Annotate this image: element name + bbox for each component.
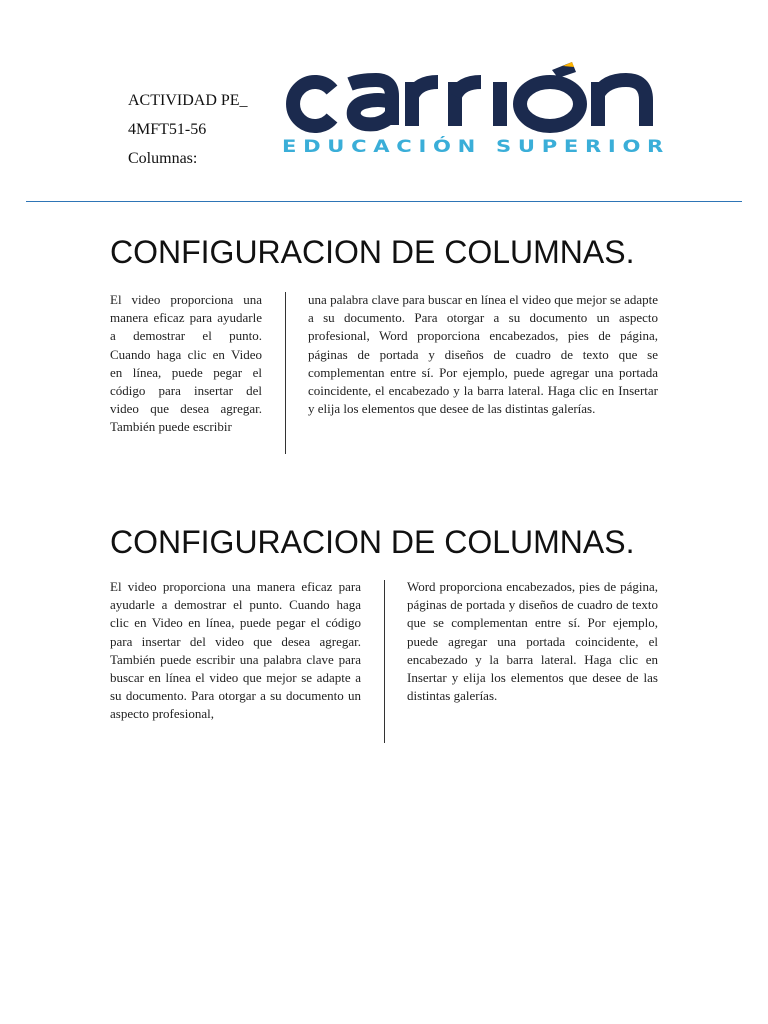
header-rule [26, 201, 742, 202]
activity-code-line: ACTIVIDAD PE_ [128, 92, 248, 109]
section-2-column-1: El video proporciona una manera eficaz para ayudarle a demostrar el punto. Cuando haga clic en Video en línea, puede pegar el código para insertar del video que desea agregar. También puede escribir una palabra clave para buscar en línea el video que mejor se adapte a su documento. Para otorgar a su documento un aspecto profesional, [110, 579, 361, 722]
section-1-column-divider [285, 292, 286, 454]
section-1-column-1: El video proporciona una manera eficaz para ayudarle a demostrar el punto. Cuando haga clic en Video en línea, puede pegar el código para insertar del video que desea agregar. También puede escribir [110, 292, 262, 435]
section-1-heading: CONFIGURACION DE COLUMNAS. [110, 234, 635, 270]
activity-topic-line: Columnas: [128, 150, 198, 167]
section-1-column-2: una palabra clave para buscar en línea el video que mejor se adapte a su documento. Para otorgar a su documento un aspecto profesional, Word proporciona encabezados, pies de página, páginas de portada y diseños de cuadro de texto que se complementan entre sí. Por ejemplo, puede agregar una portada coincidente, el encabezado y la barra lateral. Haga clic en Insertar y elija los elementos que desee de las distintas galerías. [308, 292, 658, 417]
section-2-column-2: Word proporciona encabezados, pies de página, páginas de portada y diseños de cuadro de texto que se complementan entre sí. Por ejemplo, puede agregar una portada coincidente, el encabezado y la barra lateral. Haga clic en Insertar y elija los elementos que desee de las distintas galerías. [407, 579, 658, 704]
section-2-heading: CONFIGURACION DE COLUMNAS. [110, 524, 635, 560]
carrion-logo [280, 60, 674, 160]
logo-tagline: EDUCACIÓN SUPERIOR [282, 137, 595, 157]
carrion-logo-graphic [280, 60, 674, 160]
section-2-column-divider [384, 580, 385, 743]
activity-header [128, 86, 248, 173]
activity-id-line: 4MFT51-56 [128, 121, 207, 138]
